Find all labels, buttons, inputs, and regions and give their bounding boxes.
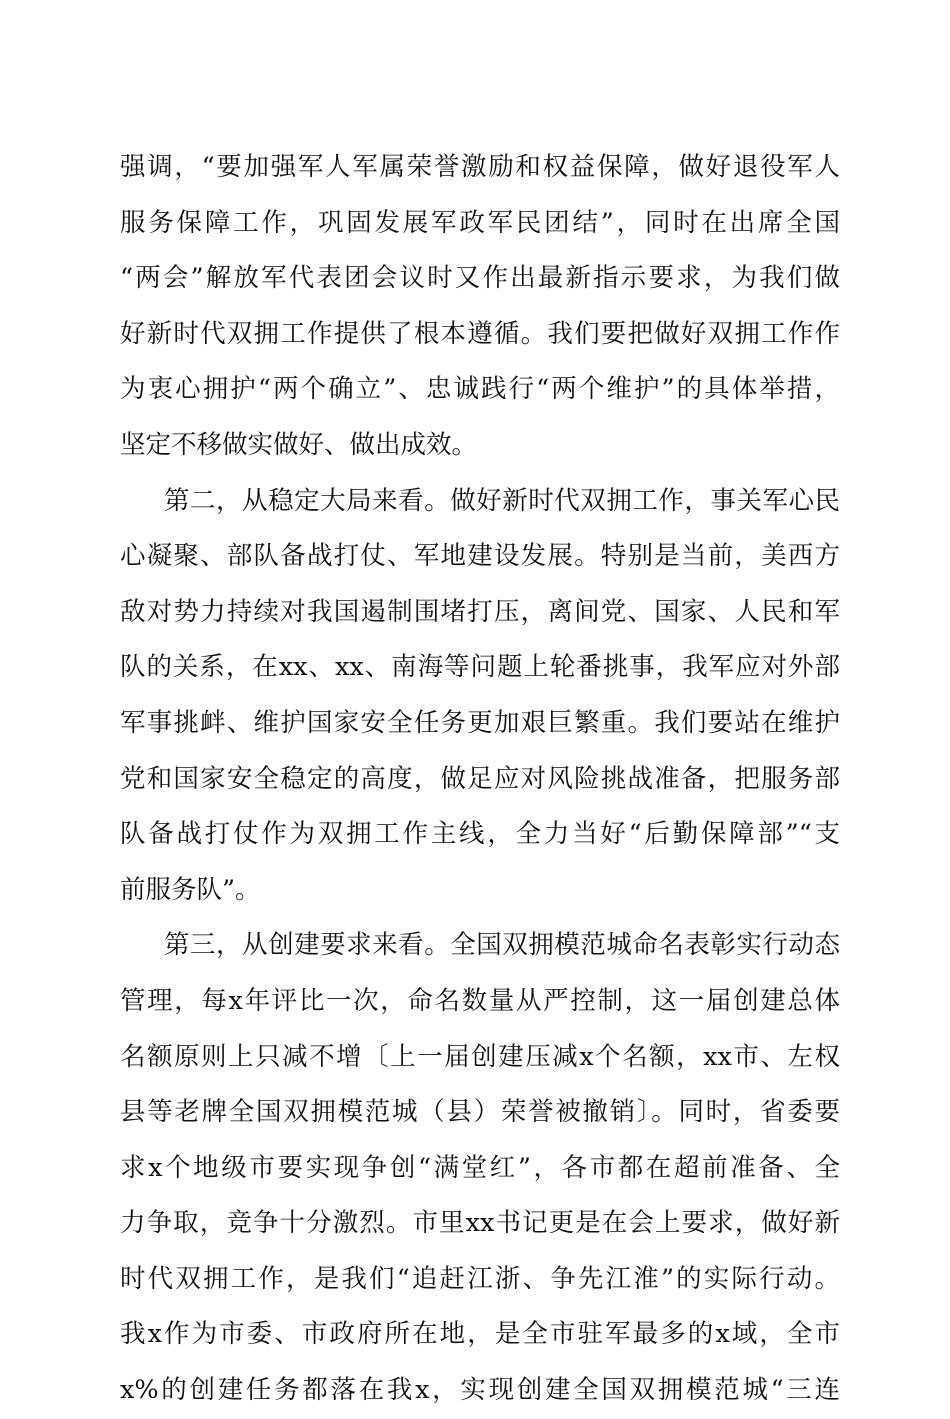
text-line: x%的创建任务都落在我x，实现创建全国双拥模范城“三连 [120,1375,840,1406]
paragraph-heading-line: 第二，从稳定大局来看。做好新时代双拥工作，事关军心民 [164,485,840,516]
text-line: 县等老牌全国双拥模范城（县）荣誉被撤销〕。同时，省委要 [120,1097,840,1128]
text-line: 力争取，竞争十分激烈。市里xx书记更是在会上要求，做好新 [120,1208,840,1239]
text-line: 党和国家安全稳定的高度，做足应对风险挑战准备，把服务部 [120,763,840,794]
text-line: 坚定不移做实做好、做出成效。 [120,429,478,460]
text-line: 军事挑衅、维护国家安全任务更加艰巨繁重。我们要站在维护 [120,707,840,738]
text-line: 队备战打仗作为双拥工作主线，全力当好“后勤保障部”“支 [120,819,840,850]
text-line: 管理，每x年评比一次，命名数量从严控制，这一届创建总体 [120,985,840,1016]
text-line: 前服务队”。 [120,874,261,905]
text-line: 敌对势力持续对我国遏制围堵打压，离间党、国家、人民和军 [120,596,840,627]
text-line: 求x个地级市要实现争创“满堂红”，各市都在超前准备、全 [120,1152,840,1183]
text-line: 名额原则上只减不增〔上一届创建压减x个名额，xx市、左权 [120,1041,840,1072]
paragraph-heading-line: 第三，从创建要求来看。全国双拥模范城命名表彰实行动态 [164,930,840,961]
text-line: 为衷心拥护“两个确立”、忠诚践行“两个维护”的具体举措， [120,374,840,405]
text-line: “两会”解放军代表团会议时又作出最新指示要求，为我们做 [120,263,840,294]
text-line: 时代双拥工作，是我们“追赶江浙、争先江淮”的实际行动。 [120,1263,840,1294]
text-line: 我x作为市委、市政府所在地，是全市驻军最多的x域，全市 [120,1319,840,1350]
body-text [120,140,840,1419]
text-line: 好新时代双拥工作提供了根本遵循。我们要把做好双拥工作作 [120,318,840,349]
text-line: 服务保障工作，巩固发展军政军民团结”，同时在出席全国 [120,207,840,238]
text-line: 队的关系，在xx、xx、南海等问题上轮番挑事，我军应对外部 [120,652,840,683]
text-line: 心凝聚、部队备战打仗、军地建设发展。特别是当前，美西方 [120,541,840,572]
text-line: 强调，“要加强军人军属荣誉激励和权益保障，做好退役军人 [120,152,840,182]
